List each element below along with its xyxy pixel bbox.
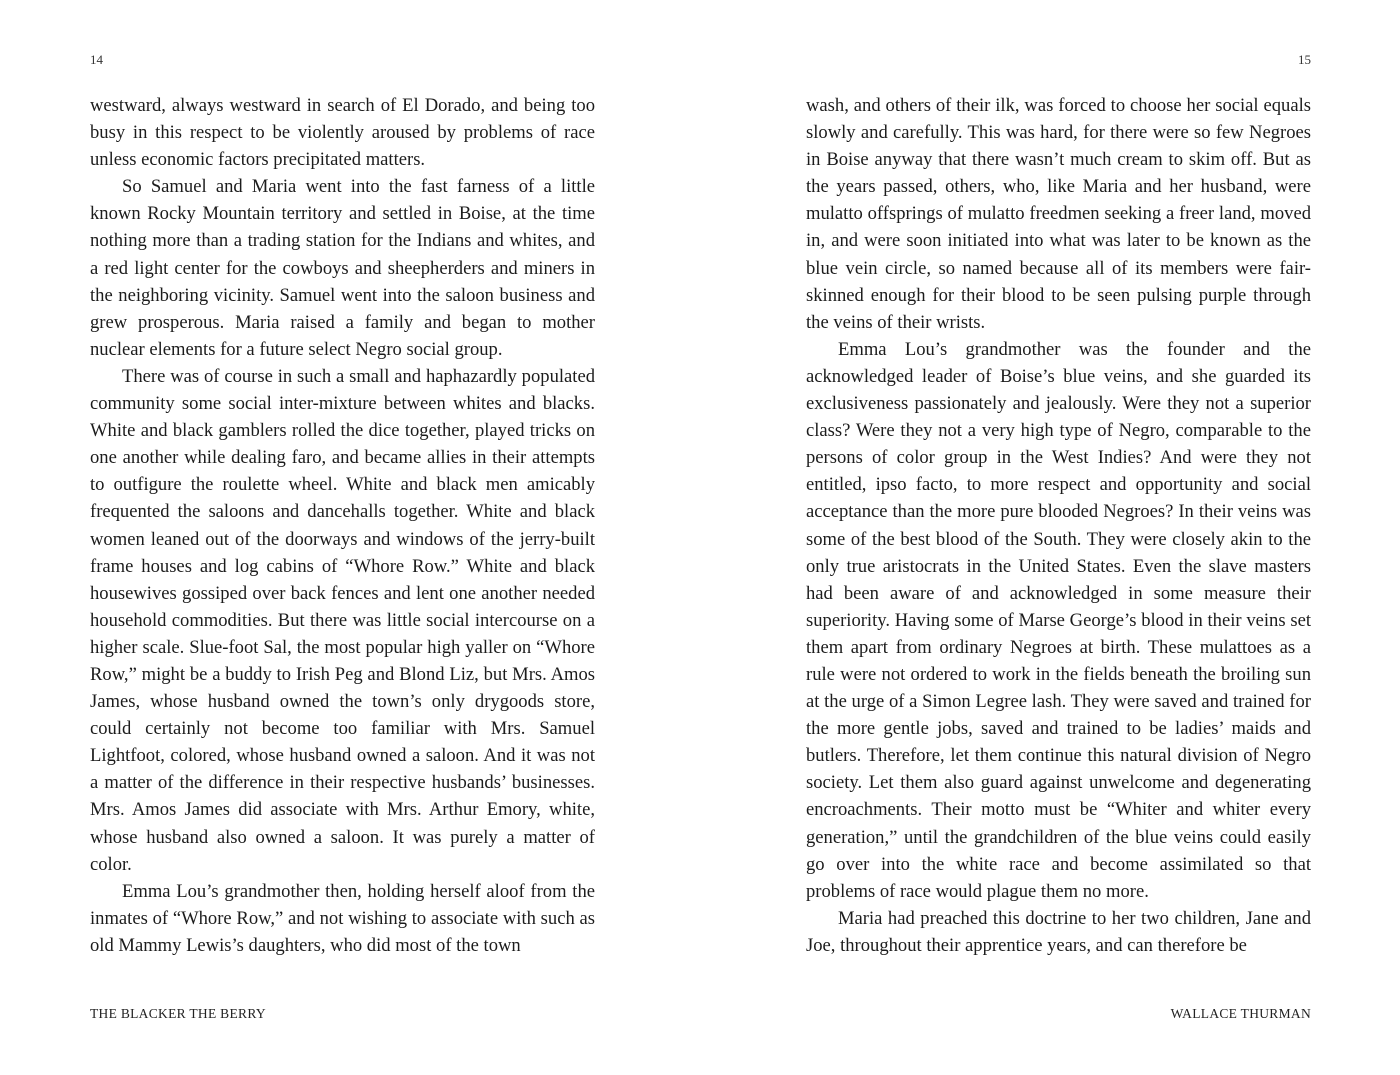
- paragraph: Maria had preached this doctrine to her two children, Jane and Joe, throughout their apprentice years, and can therefore be: [806, 907, 1311, 956]
- running-footer-title: THE BLACKER THE BERRY: [90, 1006, 266, 1021]
- page-number: 15: [1298, 52, 1311, 67]
- paragraph: Emma Lou’s grandmother was the founder and the acknowledged leader of Boise’s blue veins, and she guarded its exclusiveness passionately and jealously. Were they not a superior class? Were they not a very high type of Negro, comparable to the persons of color group in the West Indies? And were they not entitled, ipso facto, to more respect and opportunity and social acceptance than the more pure blooded Negroes? In their veins was some of the best blood of the South. They were closely akin to the only true aristocrats in the United States. Even the slave masters had been aware of and acknowledged in some measure their superiority. Having some of Marse George’s blood in their veins set them apart from ordinary Negroes at birth. These mulattoes as a rule were not ordered to work in the fields beneath the broiling sun at the urge of a Simon Legree lash. They were saved and trained for the more gentle jobs, saved and trained to be ladies’ maids and butlers. Therefore, let them continue this natural division of Negro society. Let them also guard against unwelcome and degenerating encroachments. Their motto must be “Whiter and whiter every generation,” until the grandchildren of the blue veins could easily go over into the white race and become assimilated so that problems of race would plague them no more.: [806, 338, 1311, 902]
- running-footer-author: WALLACE THURMAN: [1170, 1006, 1311, 1021]
- paragraph: Emma Lou’s grandmother then, holding herself aloof from the inmates of “Whore Row,” and not wishing to associate with such as old Mammy Lewis’s daughters, who did most of the town: [90, 880, 595, 956]
- paragraph: So Samuel and Maria went into the fast farness of a little known Rocky Mountain territory and settled in Boise, at the time nothing more than a trading station for the Indians and whites, and a red light center for the cowboys and sheepherders and miners in the neighboring vicinity. Samuel went into the saloon business and grew prosperous. Maria raised a family and began to mother nuclear elements for a future select Negro social group.: [90, 176, 595, 360]
- page-body: [806, 92, 1311, 959]
- paragraph: There was of course in such a small and haphazardly populated community some social inter-mixture between whites and blacks. White and black gamblers rolled the dice together, played tricks on one another while dealing faro, and became allies in their attempts to outfigure the roulette wheel. White and black men amicably frequented the saloons and dancehalls together. White and black women leaned out of the doorways and windows of the jerry-built frame houses and log cabins of “Whore Row.” White and black housewives gossiped over back fences and lent one another needed household commodities. But there was little social intercourse on a higher scale. Slue-foot Sal, the most popular high yaller on “Whore Row,” might be a buddy to Irish Peg and Blond Liz, but Mrs. Amos James, whose husband owned the town’s only drygoods store, could certainly not become too familiar with Mrs. Samuel Lightfoot, colored, whose husband owned a saloon. And it was not a matter of the difference in their respective husbands’ businesses. Mrs. Amos James did associate with Mrs. Arthur Emory, white, whose husband also owned a saloon. It was purely a matter of color.: [90, 365, 595, 875]
- page-number: 14: [90, 52, 103, 67]
- paragraph: wash, and others of their ilk, was forced to choose her social equals slowly and carefully. This was hard, for there were so few Negroes in Boise anyway that there wasn’t much cream to skim off. But as the years passed, others, who, like Maria and her husband, were mulatto offsprings of mulatto freedmen seeking a freer land, moved in, and were soon initiated into what was later to be known as the blue vein circle, so named because all of its members were fair-skinned enough for their blood to be seen pulsing purple through the veins of their wrists.: [806, 95, 1311, 333]
- paragraph: westward, always westward in search of El Dorado, and being too busy in this respect to be violently aroused by problems of race unless economic factors precipitated matters.: [90, 95, 595, 171]
- left-page: [90, 0, 595, 1075]
- right-page: [806, 0, 1311, 1075]
- page-body: [90, 92, 595, 959]
